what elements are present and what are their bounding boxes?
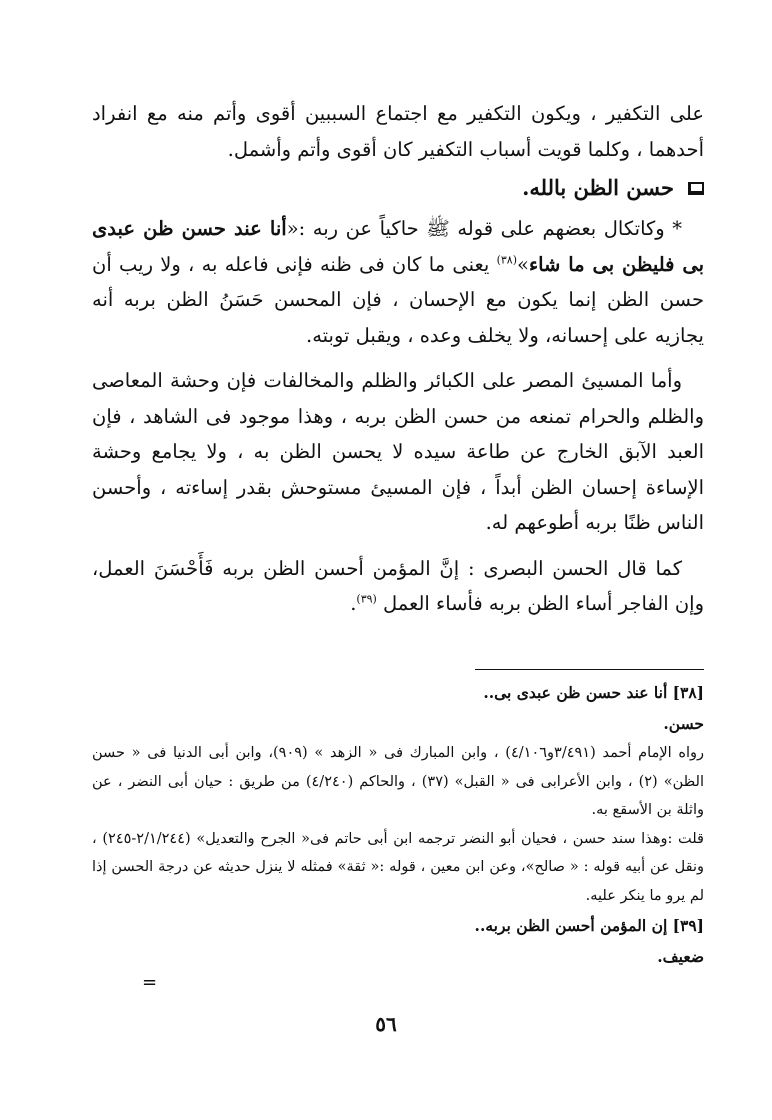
paragraph-4-end: . bbox=[350, 592, 357, 615]
footnote-39-grade: ضعيف. bbox=[657, 947, 704, 966]
paragraph-2 bbox=[92, 211, 704, 353]
square-bullet-icon bbox=[688, 182, 704, 195]
paragraph-2-rest: يعنى ما كان فى ظنه فإنى فاعله به ، ولا ريب أن حسن الظن إنما يكون مع الإحسان ، فإن المحسن حَسَنُ الظن بربه أنه يجازيه على إحسانه، ولا يخلف وعده ، ويقبل توبته. bbox=[92, 252, 704, 347]
footnote-separator bbox=[475, 669, 704, 670]
main-text bbox=[92, 96, 704, 622]
footnote-ref-38: (٣٨) bbox=[496, 253, 517, 266]
page-number: ٥٦ bbox=[375, 1012, 397, 1036]
footnote-38-body-2: قلت :وهذا سند حسن ، فحيان أبو النضر ترجمه ابن أبى حاتم فى« الجرح والتعديل» (٢/١/٢٤٤-٢٤٥) ، ونقل عن أبيه قوله : « صالح»، وعن ابن معين ، قوله :« ثقة» فمثله لا ينزل حديثه عن درجة الحسن إذا لم يرو ما ينكر عليه. bbox=[92, 830, 704, 904]
paragraph-4-text: كما قال الحسن البصرى : إنَّ المؤمن أحسن الظن بربه فَأَحْسَنَ العمل، وإن الفاجر أساء الظن بربه فأساء العمل bbox=[92, 556, 704, 615]
footnotes bbox=[92, 677, 704, 972]
paragraph-1: على التكفير ، ويكون التكفير مع اجتماع السببين أقوى وأتم منه مع انفراد أحدهما ، وكلما قويت أسباب التكفير كان أقوى وأتم وأشمل. bbox=[92, 102, 704, 161]
section-heading bbox=[92, 169, 704, 207]
paragraph-3: وأما المسيئ المصر على الكبائر والظلم والمخالفات فإن وحشة المعاصى والظلم والحرام تمنعه من حسن الظن بربه ، وهذا موجود فى الشاهد ، فإن العبد الآبق الخارج عن طاعة سيده لا يحسن الظن به ، ولا يجامع وحشة الإساءة إحسان الظن أبداً ، فإن المسيئ مستوحش بقدر إساءته ، وأحسن الناس ظنًا بربه أطوعهم له. bbox=[92, 369, 704, 534]
paragraph-4 bbox=[92, 551, 704, 622]
footnote-ref-39: (٣٩) bbox=[356, 592, 377, 606]
footnote-38-body-1: رواه الإمام أحمد (٣/٤٩١و٤/١٠٦) ، وابن المبارك فى « الزهد » (٩٠٩)، وابن أبى الدنيا فى « حسن الظن» (٢) ، وابن الأعرابى فى « القبل» (٣٧) ، والحاكم (٤/٢٤٠) من طريق : حيان أبى النضر ، عن واثلة بن الأسقع به. bbox=[92, 745, 705, 818]
hadith-text: أنا عند حسن ظن عبدى بى فليظن بى ما شاء bbox=[92, 217, 705, 276]
section-heading-text: حسن الظن بالله. bbox=[522, 175, 674, 200]
continuation-mark: = bbox=[142, 972, 158, 993]
paragraph-2-intro: * وكاتكال بعضهم على قوله ﷺ حاكياً عن ربه :« bbox=[286, 217, 682, 240]
footnote-39-title: [٣٩] إن المؤمن أحسن الظن بربه.. bbox=[474, 916, 704, 935]
quote-close: » bbox=[517, 252, 529, 276]
footnote-38-grade: حسن. bbox=[663, 714, 704, 733]
footnote-38-title: [٣٨] أنا عند حسن ظن عبدى بى.. bbox=[483, 683, 704, 702]
